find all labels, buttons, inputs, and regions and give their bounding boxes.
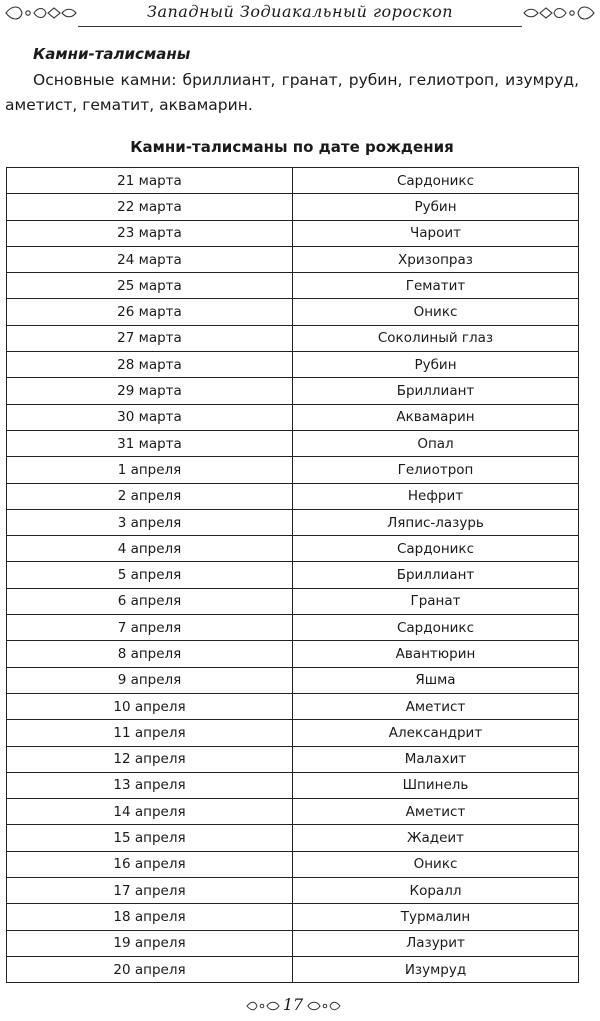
- table-row: [7, 825, 579, 851]
- stone-cell: Коралл: [293, 878, 579, 904]
- flourish-ornament-icon: [522, 2, 596, 24]
- date-cell: 30 марта: [7, 404, 293, 430]
- stone-cell: Аквамарин: [293, 404, 579, 430]
- stone-cell: Гематит: [293, 273, 579, 299]
- date-cell: 27 марта: [7, 325, 293, 351]
- stone-cell: Шпинель: [293, 772, 579, 798]
- date-cell: 21 марта: [7, 168, 293, 194]
- table-row: [7, 536, 579, 562]
- date-cell: 13 апреля: [7, 772, 293, 798]
- table-row: [7, 430, 579, 456]
- stone-cell: Гелиотроп: [293, 457, 579, 483]
- running-header-title: Западный Зодиакальный гороскоп: [146, 2, 454, 21]
- table-row: [7, 509, 579, 535]
- stone-cell: Жадеит: [293, 825, 579, 851]
- date-cell: 7 апреля: [7, 615, 293, 641]
- stone-cell: Аметист: [293, 693, 579, 719]
- page-footer: [0, 995, 600, 1019]
- stone-cell: Малахит: [293, 746, 579, 772]
- table-row: [7, 746, 579, 772]
- date-cell: 29 марта: [7, 378, 293, 404]
- stone-cell: Рубин: [293, 352, 579, 378]
- table-row: [7, 956, 579, 982]
- table-row: [7, 457, 579, 483]
- stone-cell: Бриллиант: [293, 378, 579, 404]
- stone-cell: Турмалин: [293, 904, 579, 930]
- stone-cell: Ляпис-лазурь: [293, 509, 579, 535]
- table-row: [7, 878, 579, 904]
- table-row: [7, 720, 579, 746]
- stones-table-body: [7, 168, 579, 983]
- date-cell: 18 апреля: [7, 904, 293, 930]
- stone-cell: Сардоникс: [293, 168, 579, 194]
- flourish-ornament-icon: [306, 998, 342, 1014]
- date-cell: 2 апреля: [7, 483, 293, 509]
- date-cell: 4 апреля: [7, 536, 293, 562]
- stone-cell: Изумруд: [293, 956, 579, 982]
- date-cell: 31 марта: [7, 430, 293, 456]
- table-row: [7, 641, 579, 667]
- table-row: [7, 693, 579, 719]
- date-cell: 1 апреля: [7, 457, 293, 483]
- table-row: [7, 404, 579, 430]
- table-row: [7, 352, 579, 378]
- page-number: 17: [282, 995, 304, 1014]
- header-rule: [78, 26, 522, 27]
- table-row: [7, 483, 579, 509]
- stone-cell: Оникс: [293, 299, 579, 325]
- stone-cell: Нефрит: [293, 483, 579, 509]
- stone-cell: Опал: [293, 430, 579, 456]
- table-row: [7, 562, 579, 588]
- table-row: [7, 851, 579, 877]
- date-cell: 22 марта: [7, 194, 293, 220]
- table-row: [7, 194, 579, 220]
- stone-cell: Соколиный глаз: [293, 325, 579, 351]
- date-cell: 11 апреля: [7, 720, 293, 746]
- section-heading: Камни-талисманы: [33, 45, 191, 63]
- date-cell: 6 апреля: [7, 588, 293, 614]
- table-row: [7, 588, 579, 614]
- stone-cell: Александрит: [293, 720, 579, 746]
- intro-paragraph: Основные камни: бриллиант, гранат, рубин, гелиотроп, изумруд, аметист, гематит, аквамарин.: [5, 71, 579, 114]
- table-row: [7, 799, 579, 825]
- table-row: [7, 904, 579, 930]
- page-header: [0, 0, 600, 30]
- stone-cell: Бриллиант: [293, 562, 579, 588]
- date-cell: 12 апреля: [7, 746, 293, 772]
- date-cell: 23 марта: [7, 220, 293, 246]
- stone-cell: Аметист: [293, 799, 579, 825]
- date-cell: 28 марта: [7, 352, 293, 378]
- date-cell: 24 марта: [7, 246, 293, 272]
- stone-cell: Сардоникс: [293, 615, 579, 641]
- date-cell: 16 апреля: [7, 851, 293, 877]
- stone-cell: Сардоникс: [293, 536, 579, 562]
- table-row: [7, 378, 579, 404]
- stone-cell: Яшма: [293, 667, 579, 693]
- date-cell: 17 апреля: [7, 878, 293, 904]
- table-row: [7, 273, 579, 299]
- date-cell: 26 марта: [7, 299, 293, 325]
- date-cell: 25 марта: [7, 273, 293, 299]
- date-cell: 15 апреля: [7, 825, 293, 851]
- flourish-ornament-icon: [245, 998, 281, 1014]
- table-row: [7, 246, 579, 272]
- table-title: Камни-талисманы по дате рождения: [130, 138, 454, 156]
- table-row: [7, 325, 579, 351]
- table-row: [7, 168, 579, 194]
- table-row: [7, 615, 579, 641]
- stone-cell: Хризопраз: [293, 246, 579, 272]
- stone-cell: Лазурит: [293, 930, 579, 956]
- table-row: [7, 220, 579, 246]
- date-cell: 5 апреля: [7, 562, 293, 588]
- table-row: [7, 667, 579, 693]
- stone-cell: Авантюрин: [293, 641, 579, 667]
- stone-cell: Чароит: [293, 220, 579, 246]
- table-row: [7, 930, 579, 956]
- date-cell: 19 апреля: [7, 930, 293, 956]
- table-row: [7, 772, 579, 798]
- stone-cell: Рубин: [293, 194, 579, 220]
- stones-table: [6, 167, 579, 983]
- date-cell: 3 апреля: [7, 509, 293, 535]
- date-cell: 10 апреля: [7, 693, 293, 719]
- stone-cell: Оникс: [293, 851, 579, 877]
- stone-cell: Гранат: [293, 588, 579, 614]
- date-cell: 20 апреля: [7, 956, 293, 982]
- table-row: [7, 299, 579, 325]
- date-cell: 14 апреля: [7, 799, 293, 825]
- date-cell: 9 апреля: [7, 667, 293, 693]
- date-cell: 8 апреля: [7, 641, 293, 667]
